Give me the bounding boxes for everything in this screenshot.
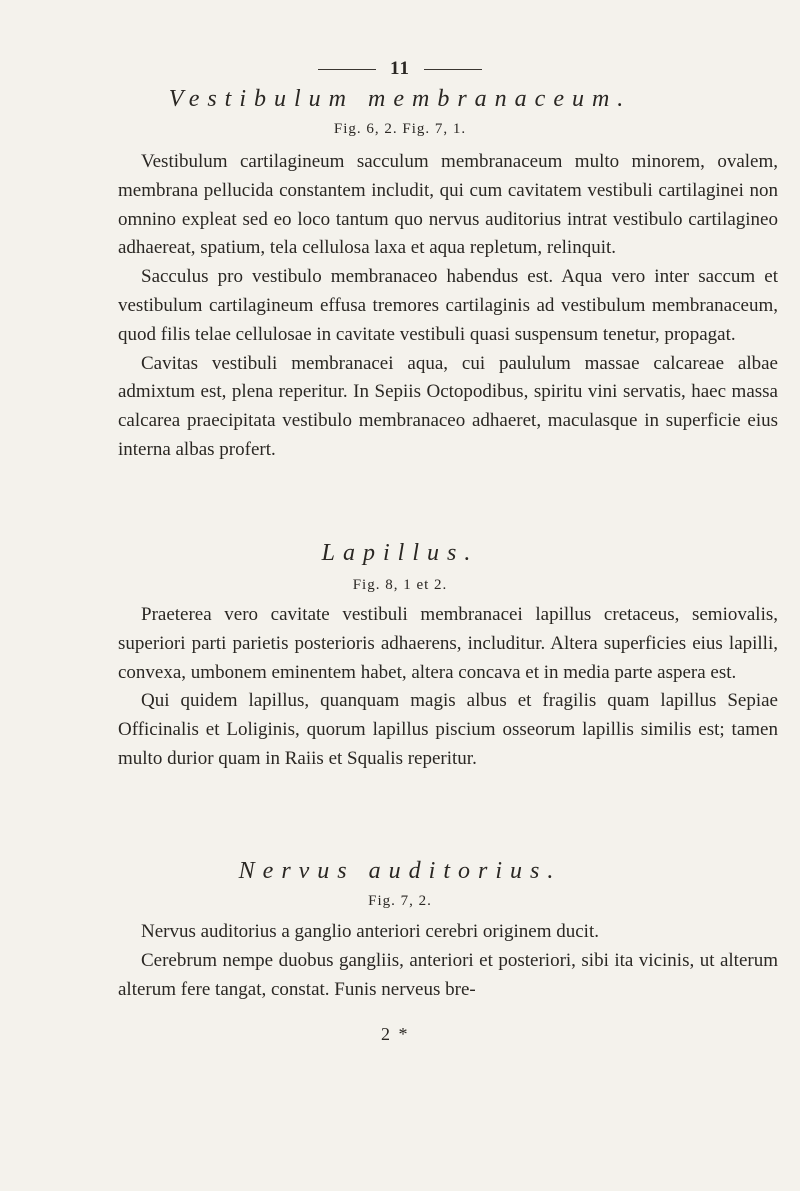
header-rule-right — [424, 69, 482, 70]
figure-reference-vestibulum: Fig. 6, 2. Fig. 7, 1. — [333, 121, 467, 137]
signature-mark: 2 * — [381, 1024, 410, 1044]
section-title-nervus: Nervus auditorius. — [238, 858, 562, 884]
paragraph: Vestibulum cartilagineum sacculum membranaceum multo minorem, ovalem, membrana pellucida constantem includit, qui cum cavitatem vestibuli cartilaginei non omnino expleat sed eo loco tantum quo nervus auditorius intrat vestibulo cartilagineo adhaereat, spatium, tela cellulosa laxa et aqua repletum, relinquit. — [118, 151, 778, 259]
paragraph: Praeterea vero cavitate vestibuli membranacei lapillus cretaceus, semiovalis, superiori parti parietis posterioris adhaerens, includitur. Altera superficies eius lapilli, convexa, umbonem eminentem habet, altera concava et in media parte aspera est. — [118, 604, 778, 683]
figure-reference-nervus: Fig. 7, 2. — [368, 893, 432, 909]
paragraph: Qui quidem lapillus, quanquam magis albus et fragilis quam lapillus Sepiae Officinalis et Loliginis, quorum lapillus piscium osseorum lapillis similis est; tamen multo durior quam in Raiis et Squalis reperitur. — [118, 690, 778, 769]
section-body-nervus — [118, 918, 778, 1004]
header-rule-left — [318, 69, 376, 70]
section-body-vestibulum — [118, 148, 778, 465]
page-number: 11 — [390, 58, 410, 79]
section-body-lapillus — [118, 601, 778, 774]
section-title-vestibulum: Vestibulum membranaceum. — [168, 86, 632, 112]
page-header — [0, 58, 800, 80]
section-title-lapillus: Lapillus. — [321, 540, 479, 566]
paragraph: Sacculus pro vestibulo membranaceo habendus est. Aqua vero inter saccum et vestibulum cartilagineum effusa tremores cartilaginis ad vestibulum membranaceum, quod filis telae cellulosae in cavitate vestibuli quasi suspensum tenetur, propagat. — [118, 266, 778, 345]
paragraph: Cerebrum nempe duobus gangliis, anteriori et posteriori, sibi ita vicinis, ut alterum alterum fere tangat, constat. Funis nerveus bre- — [118, 949, 778, 1000]
paragraph: Nervus auditorius a ganglio anteriori cerebri originem ducit. — [141, 921, 599, 942]
figure-reference-lapillus: Fig. 8, 1 et 2. — [352, 577, 448, 593]
paragraph: Cavitas vestibuli membranacei aqua, cui paululum massae calcareae albae admixtum est, plena reperitur. In Sepiis Octopodibus, spiritu vini servatis, haec massa calcarea praecipitata vestibulo membranaceo adhaeret, maculasque in superficie eius interna albas profert. — [118, 352, 778, 460]
